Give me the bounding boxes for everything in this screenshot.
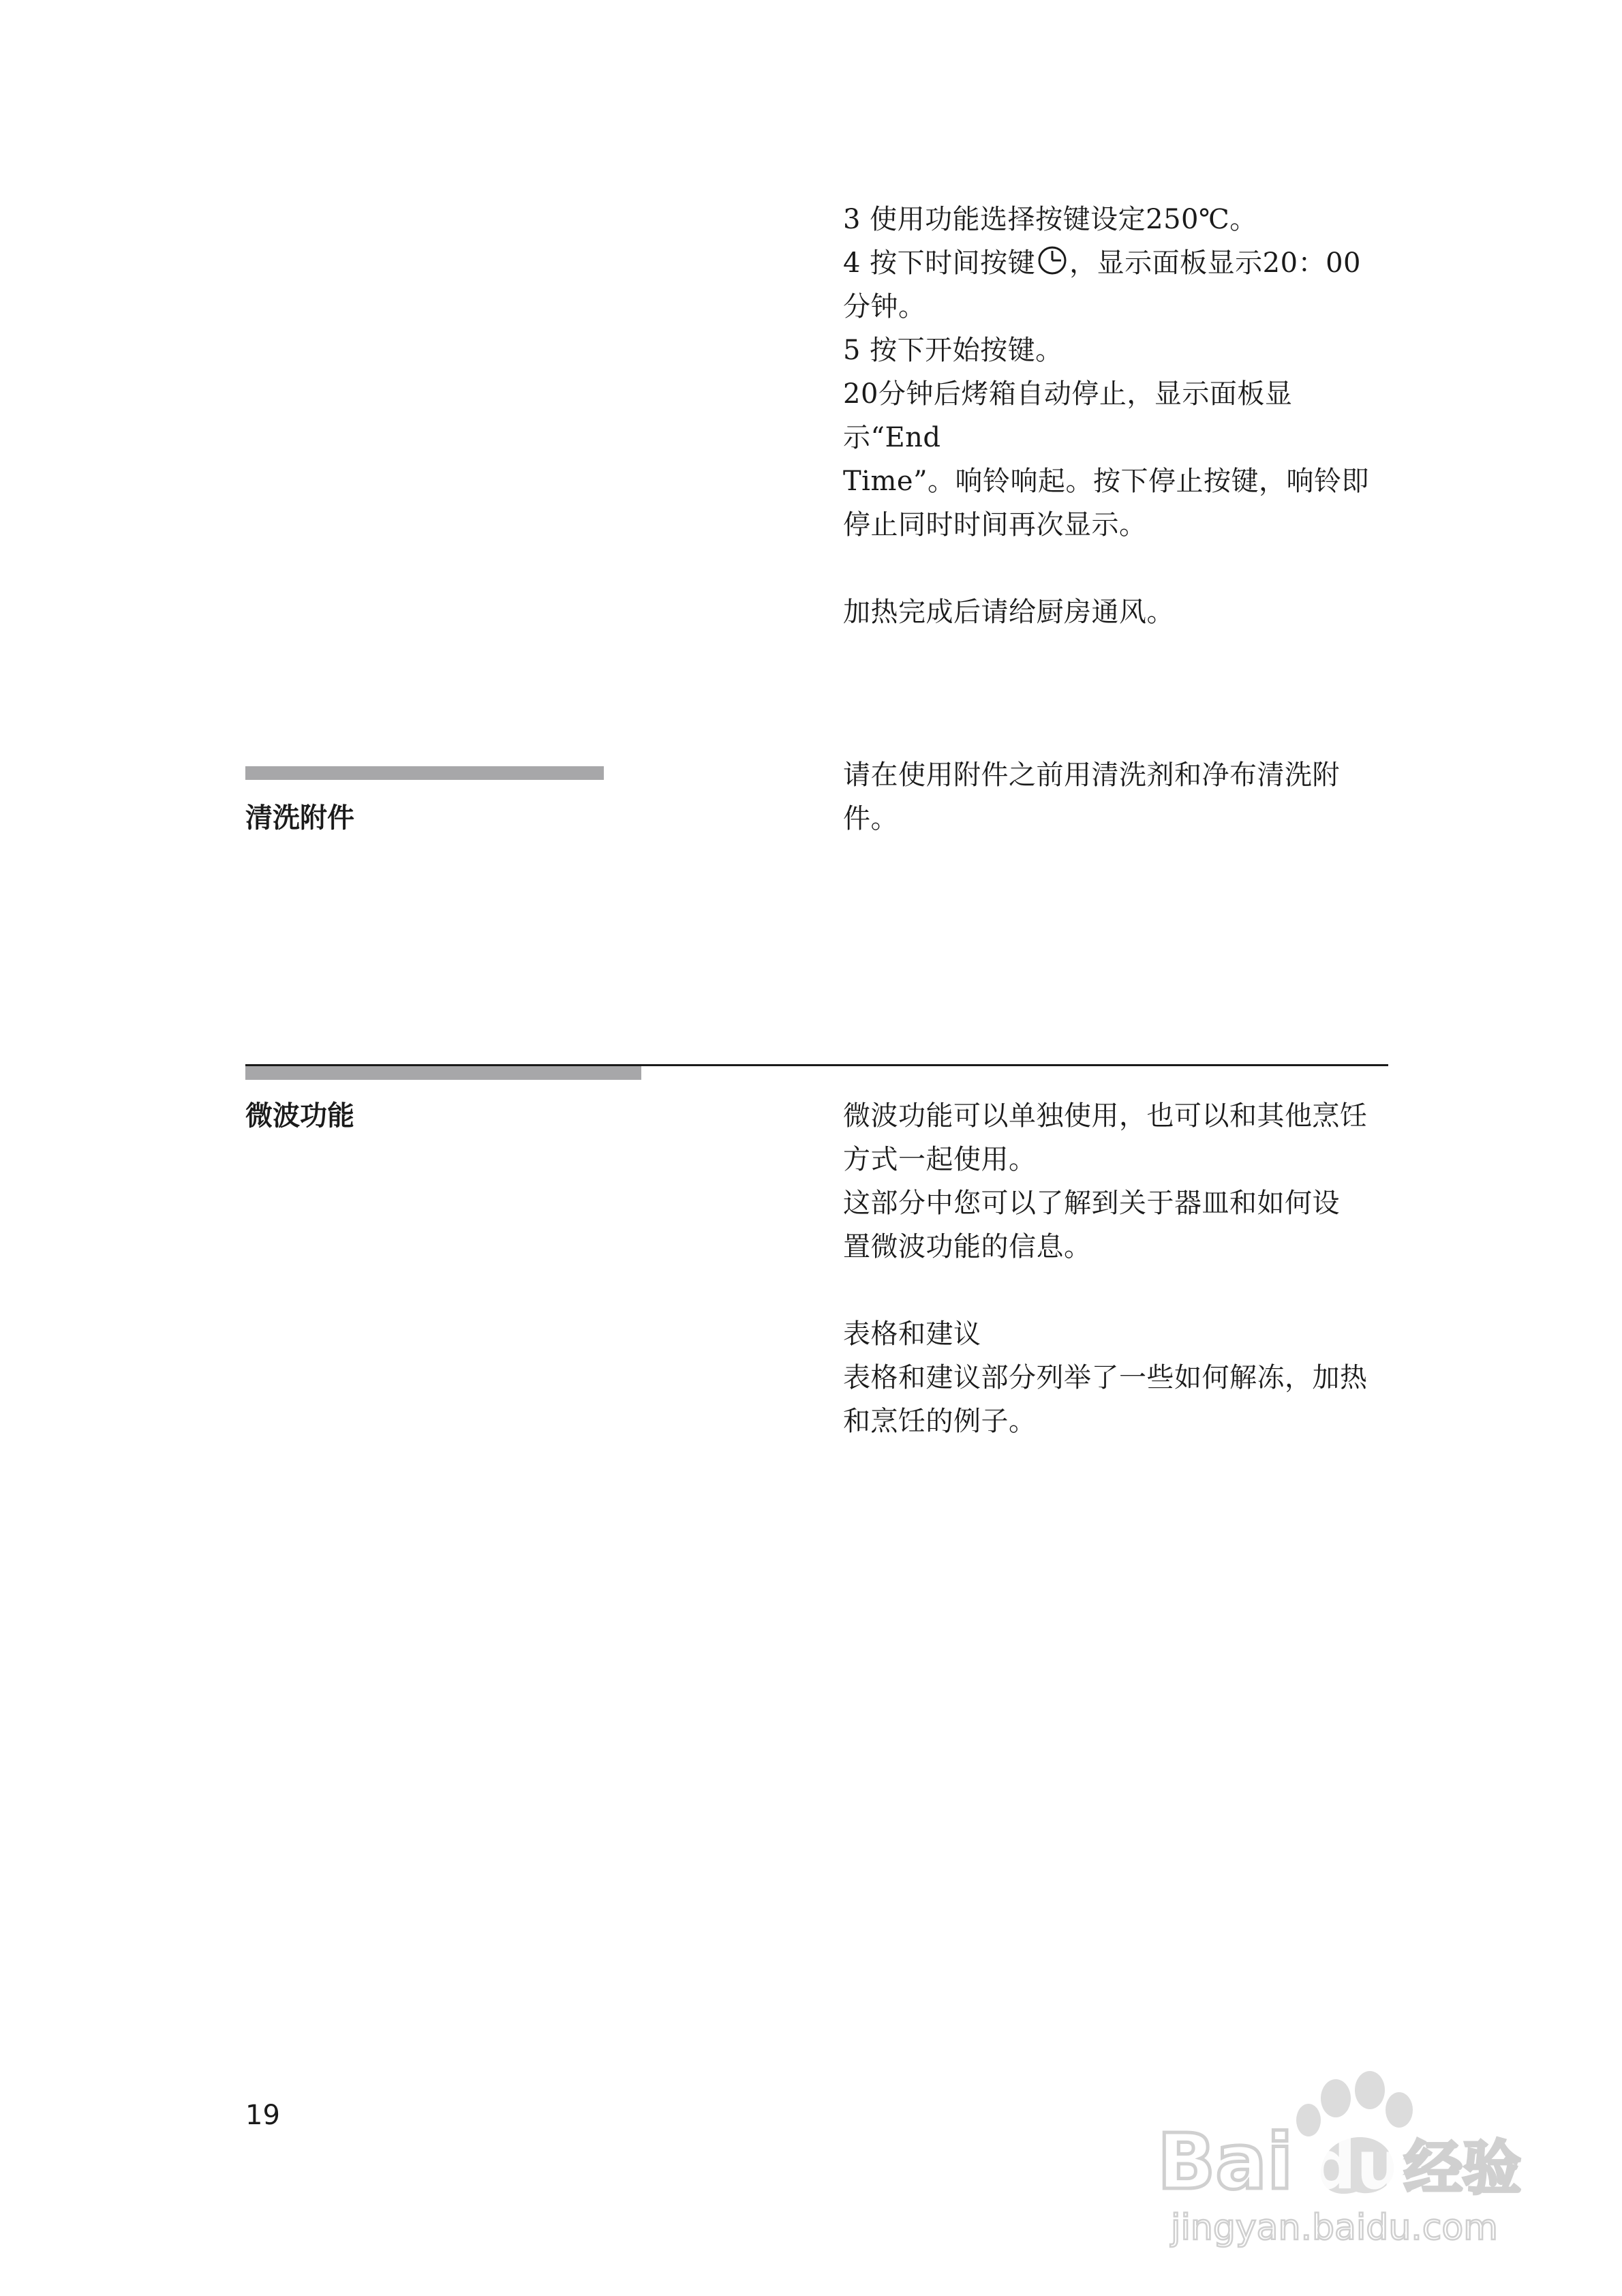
step-4-cont: 分钟。 bbox=[843, 291, 926, 322]
microwave-line-1: 微波功能可以单独使用，也可以和其他烹饪 bbox=[843, 1100, 1368, 1132]
steps-block bbox=[843, 198, 1388, 634]
svg-text:jingyan.baidu.com: jingyan.baidu.com bbox=[1171, 2207, 1498, 2248]
clean-body-line-1: 请在使用附件之前用清洗剂和净布清洗附 bbox=[843, 759, 1340, 791]
svg-text:经验: 经验 bbox=[1404, 2134, 1521, 2203]
tables-tips-heading: 表格和建议 bbox=[843, 1318, 981, 1350]
result-line-1: 20分钟后烤箱自动停止，显示面板显示“End bbox=[843, 378, 1293, 453]
step-3: 3 使用功能选择按键设定250℃。 bbox=[843, 204, 1257, 235]
svg-text:Bai: Bai bbox=[1157, 2118, 1294, 2207]
clean-body bbox=[843, 753, 1388, 841]
tables-tips-line-1: 表格和建议部分列举了一些如何解冻，加热 bbox=[843, 1362, 1368, 1393]
heading-clean-accessories: 清洗附件 bbox=[245, 802, 354, 834]
result-line-2: Time”。响铃响起。按下停止按键，响铃即 bbox=[843, 466, 1370, 497]
tables-tips-line-2: 和烹饪的例子。 bbox=[843, 1406, 1037, 1437]
clock-icon bbox=[1037, 245, 1068, 276]
section-bar-microwave bbox=[245, 1066, 641, 1080]
page-number: 19 bbox=[245, 2100, 280, 2131]
step-5: 5 按下开始按键。 bbox=[843, 335, 1063, 366]
microwave-body bbox=[843, 1094, 1388, 1443]
microwave-line-4: 置微波功能的信息。 bbox=[843, 1231, 1092, 1263]
section-bar-clean bbox=[245, 766, 604, 780]
step-4: 4 按下时间按键 ，显示面板显示20：00 bbox=[843, 241, 1388, 285]
svg-text:du: du bbox=[1309, 2127, 1404, 2205]
ventilate-note: 加热完成后请给厨房通风。 bbox=[843, 596, 1174, 628]
clean-body-line-2: 件。 bbox=[843, 803, 898, 834]
result-line-3: 停止同时时间再次显示。 bbox=[843, 509, 1147, 541]
microwave-line-3: 这部分中您可以了解到关于器皿和如何设 bbox=[843, 1188, 1340, 1219]
baidu-jingyan-watermark bbox=[1152, 2052, 1533, 2250]
microwave-line-2: 方式一起使用。 bbox=[843, 1144, 1037, 1175]
heading-microwave: 微波功能 bbox=[245, 1100, 354, 1132]
